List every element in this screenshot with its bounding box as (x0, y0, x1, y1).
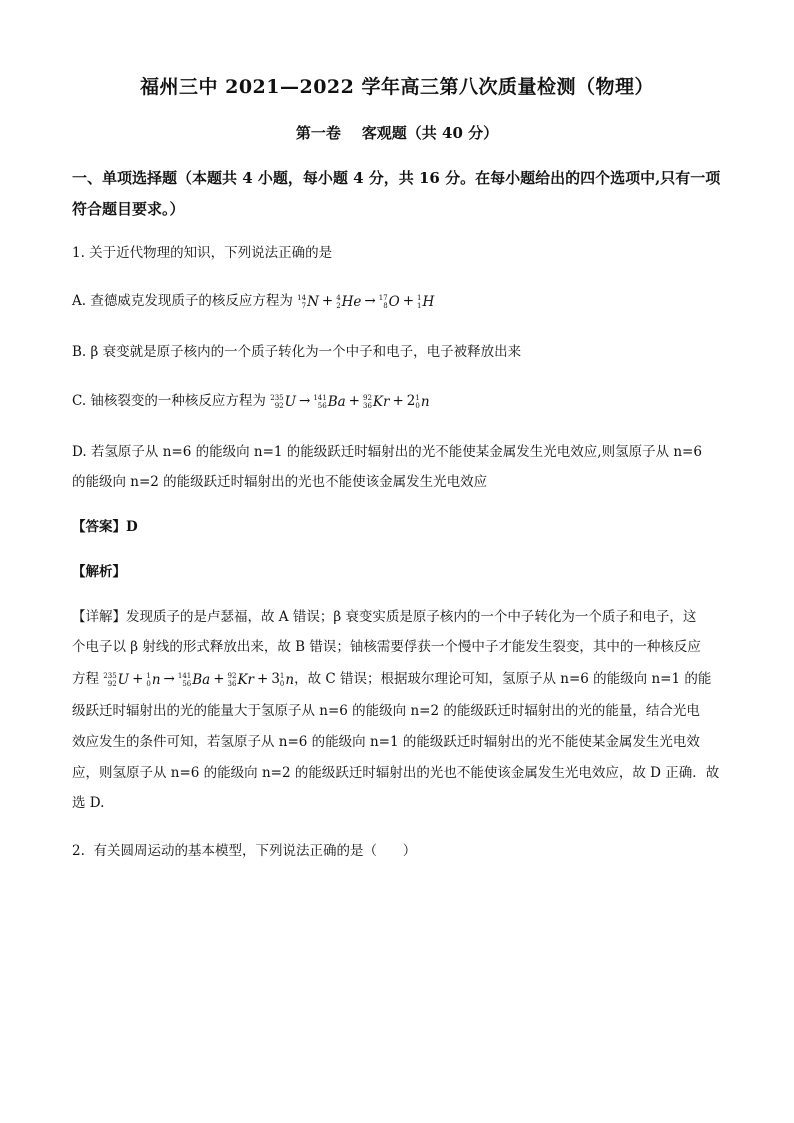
question-1-option-d-line2: 的能级向 n=2 的能级跃迁时辐射出的光也不能使该金属发生光电效应 (72, 474, 488, 490)
detail-line-6: 应，则氢原子从 n=6 的能级向 n=2 的能级跃迁时辐射出的光也不能使该金属发生光电效应，故 D 正确．故 (72, 765, 720, 781)
detail-line-3: 方程 235 92 U + 1 0 n → 141 56 Ba + 92 36 Kr + 3 1 0 n，故 C 错误；根据玻尔理论可知，氢原子从 n=6 的能级向 n=1 的能 (72, 671, 712, 688)
nuclide-n14: 14 7 N (297, 293, 319, 310)
detail-line-1: 【详解】发现质子的是卢瑟福，故 A 错误；β 衰变实质是原子核内的一个中子转化为一个质子和电子，这 (72, 609, 697, 625)
nuclide-neutron: 1 0 n (415, 393, 430, 410)
question-1-option-c: C. 铀核裂变的一种核反应方程为 235 92 U → 141 56 Ba + 92 36 Kr + 2 1 0 n (72, 386, 728, 417)
nuclide-u235: 235 92 U (270, 393, 296, 410)
part-title: 第一卷 客观题（共 40 分） (295, 124, 499, 142)
analysis-label: 【解析】 (72, 564, 126, 580)
question-1-option-b: B. β 衰变就是原子核内的一个质子转化为一个中子和电子，电子被释放出来 (72, 344, 522, 360)
nuclide-he4: 4 2 He (336, 293, 362, 310)
detail-line-5: 效应发生的条件可知，若氢原子从 n=6 的能级向 n=1 的能级跃迁时辐射出的光不能使某金属发生光电效 (72, 734, 700, 750)
option-c-text: C. 铀核裂变的一种核反应方程为 (72, 393, 266, 409)
arrow-icon: → (364, 293, 376, 309)
nuclide-kr92: 92 36 Kr (362, 393, 390, 410)
answer-label: 【答案】D (72, 519, 138, 535)
section-heading: 一、单项选择题（本题共 4 小题，每小题 4 分，共 16 分。在每小题给出的四个选项中,只有一项符合题目要求。） (72, 169, 721, 218)
exam-title: 福州三中 2021—2022 学年高三第八次质量检测（物理） (140, 76, 654, 98)
detail-line-7: 选 D. (72, 795, 105, 811)
question-1-option-d-line1: D. 若氢原子从 n=6 的能级向 n=1 的能级跃迁时辐射出的光不能使某金属发生光电效应,则氢原子从 n=6 (72, 444, 702, 460)
nuclide-ba141: 141 56 Ba (313, 393, 346, 410)
question-1-stem: 1. 关于近代物理的知识，下列说法正确的是 (72, 245, 333, 261)
option-a-text: A. 查德威克发现质子的核反应方程为 (72, 293, 293, 309)
question-2-stem: 2. 有关圆周运动的基本模型，下列说法正确的是（ ） (72, 843, 417, 859)
detail-line-4: 级跃迁时辐射出的光的能量大于氢原子从 n=6 的能级向 n=2 的能级跃迁时辐射出的光的能量，结合光电 (72, 703, 700, 719)
question-1-option-a: A. 查德威克发现质子的核反应方程为 14 7 N + 4 2 He → 17 8 O + 1 1 H (72, 286, 728, 317)
nuclide-h1: 1 1 H (417, 293, 435, 310)
detail-line-2: 个电子以 β 射线的形式释放出来，故 B 错误；铀核需要俘获一个慢中子才能发生裂变，其中的一种核反应 (72, 639, 701, 655)
nuclide-o17: 17 8 O (378, 293, 400, 310)
